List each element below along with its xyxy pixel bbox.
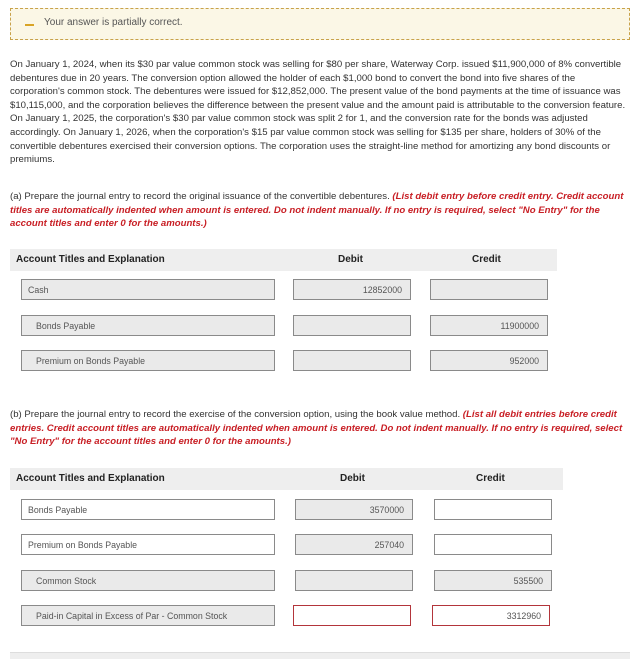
part-a-row1-debit[interactable]: 12852000 bbox=[293, 279, 411, 300]
part-a-header-credit: Credit bbox=[472, 254, 501, 265]
part-b-row1-account[interactable]: Bonds Payable bbox=[21, 499, 275, 520]
part-b-row4-debit[interactable] bbox=[293, 605, 411, 626]
part-a-keyword: journal bbox=[77, 191, 107, 202]
part-a-instructions bbox=[10, 190, 630, 231]
part-b-note: (List all debit entries before credit entries. Credit account titles are automatically indented when amount is entered. Do not indent manually. If no entry is required, select "No Entry" for the account titles and enter 0 for the amounts.) bbox=[10, 409, 623, 448]
partial-correct-icon bbox=[25, 24, 34, 26]
part-a-row1-credit[interactable] bbox=[430, 279, 548, 300]
part-b-row2-debit[interactable]: 257040 bbox=[295, 534, 413, 555]
next-section-bar bbox=[10, 652, 630, 659]
part-b-row4-credit[interactable]: 3312960 bbox=[432, 605, 550, 626]
part-b-row2-credit[interactable] bbox=[434, 534, 552, 555]
part-b-header-debit: Debit bbox=[340, 473, 365, 484]
part-a-row3-account[interactable]: Premium on Bonds Payable bbox=[21, 350, 275, 371]
part-b-header-credit: Credit bbox=[476, 473, 505, 484]
part-a-header-account: Account Titles and Explanation bbox=[16, 254, 165, 265]
part-a-header-debit: Debit bbox=[338, 254, 363, 265]
part-a-row2-credit[interactable]: 11900000 bbox=[430, 315, 548, 336]
part-a-prefix: (a) Prepare the bbox=[10, 191, 78, 202]
problem-text: On January 1, 2024, when its $30 par value common stock was selling for $80 per share, Waterway Corp. issued $11,900,000 of 8% convertible debentures due in 20 years. The conversion option allowed the holder of each $1,000 bond to convert the bond into five shares of the corporation's common stock. The debentures were issued for $12,852,000. The present value of the bond payments at the time of issuance was $10,115,000, and the corporation believes the difference between the present value and the amount paid is attributable to the conversion feature. On January 1, 2025, the corporation's $30 par value common stock was split 2 for 1, and the conversion rate for the bonds was adjusted accordingly. On January 1, 2026, when the corporation's $15 par value common stock was selling for $135 per share, holders of 30% of the convertible debentures exercised their conversion options. The corporation uses the straight-line method for amortizing any bond discounts or premiums. bbox=[10, 59, 626, 166]
part-b-instructions bbox=[10, 408, 630, 449]
status-banner bbox=[10, 8, 630, 40]
part-a-row3-debit[interactable] bbox=[293, 350, 411, 371]
part-b-header-account: Account Titles and Explanation bbox=[16, 473, 165, 484]
part-a-row3-credit[interactable]: 952000 bbox=[430, 350, 548, 371]
part-b-row2-account[interactable]: Premium on Bonds Payable bbox=[21, 534, 275, 555]
part-b-suffix: entry to record the exercise of the conversion option, using the book value method. bbox=[106, 409, 463, 420]
part-b-row3-debit[interactable] bbox=[295, 570, 413, 591]
part-a-suffix: entry to record the original issuance of the convertible debentures. bbox=[106, 191, 393, 202]
part-a-row2-account[interactable]: Bonds Payable bbox=[21, 315, 275, 336]
part-b-row3-credit[interactable]: 535500 bbox=[434, 570, 552, 591]
part-a-row1-account[interactable]: Cash bbox=[21, 279, 275, 300]
part-b-prefix: (b) Prepare the bbox=[10, 409, 78, 420]
part-b-keyword: journal bbox=[77, 409, 107, 420]
part-b-table-header bbox=[10, 468, 563, 490]
part-a-table-header bbox=[10, 249, 557, 271]
part-b-row1-credit[interactable] bbox=[434, 499, 552, 520]
part-a-row2-debit[interactable] bbox=[293, 315, 411, 336]
part-b-row4-account[interactable]: Paid-in Capital in Excess of Par - Common Stock bbox=[21, 605, 275, 626]
part-b-row1-debit[interactable]: 3570000 bbox=[295, 499, 413, 520]
part-a-note: (List debit entry before credit entry. Credit account titles are automatically indented when amount is entered. Do not indent manually. If no entry is required, select "No Entry" for the account titles and enter 0 for the amounts.) bbox=[10, 191, 624, 230]
status-message: Your answer is partially correct. bbox=[44, 17, 183, 28]
part-b-row3-account[interactable]: Common Stock bbox=[21, 570, 275, 591]
